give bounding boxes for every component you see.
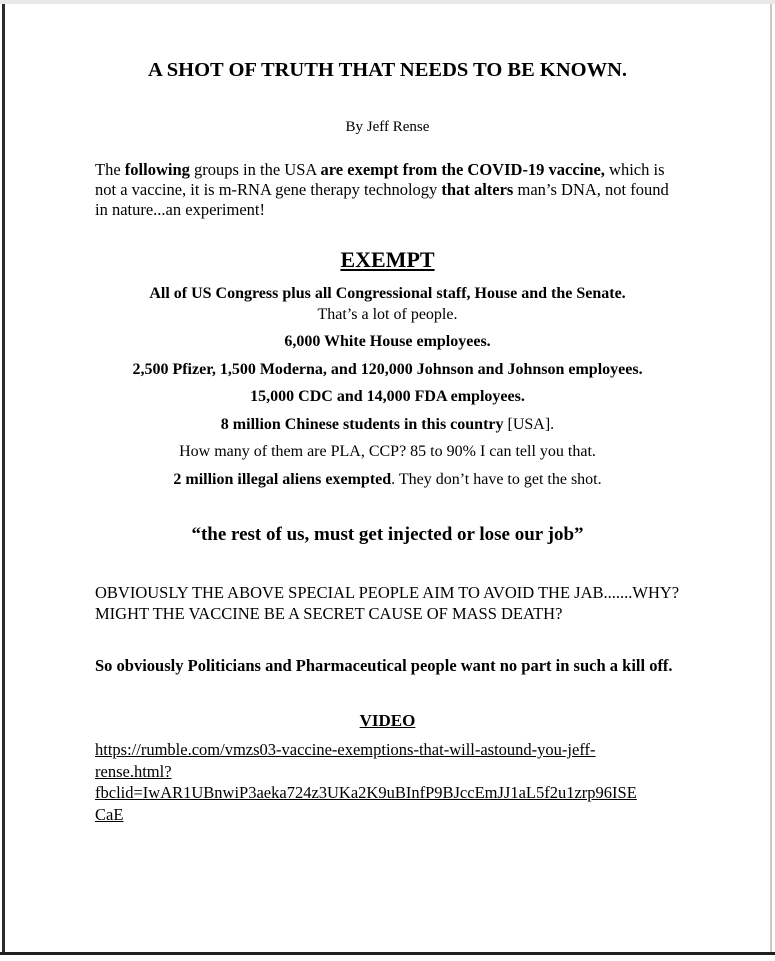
exempt-item-aliens-rest: . They don’t have to get the shot. (391, 470, 602, 488)
page-bottom-edge (0, 952, 775, 955)
exempt-item-pharma (95, 360, 680, 381)
exempt-item-students (95, 415, 680, 436)
intro-paragraph (95, 160, 680, 220)
intro-segment-bold: are exempt from the COVID-19 vaccine, (320, 160, 605, 179)
intro-segment: which is not a vaccine, it is m-RNA gene therapy technology (95, 160, 665, 199)
exempt-item-pla (95, 442, 680, 463)
byline: By Jeff Rense (345, 119, 430, 135)
intro-segment-bold: following (124, 160, 190, 179)
exempt-heading: EXEMPT (340, 247, 435, 272)
conclusion-paragraph: So obviously Politicians and Pharmaceutical people want no part in such a kill off. (95, 656, 673, 675)
exempt-item-aliens (95, 470, 680, 491)
intro-segment: man’s DNA, not found in nature...an experiment! (95, 180, 669, 219)
video-heading: VIDEO (359, 711, 416, 730)
exempt-item-aliens-bold: 2 million illegal aliens exempted (173, 470, 392, 488)
video-link-line: CaE (95, 804, 124, 824)
warning-paragraph: OBVIOUSLY THE ABOVE SPECIAL PEOPLE AIM TO AVOID THE JAB.......WHY? MIGHT THE VACCINE BE A SECRET CAUSE OF MASS DEATH? (95, 583, 688, 623)
exempt-item-congress-text: All of US Congress plus all Congressional staff, House and the Senate. (149, 285, 626, 302)
exempt-item-congress-note: That’s a lot of people. (317, 305, 458, 323)
intro-segment: The (95, 160, 125, 179)
video-link[interactable] (95, 740, 637, 824)
quote-line: “the rest of us, must get injected or lose our job” (191, 524, 584, 545)
exempt-item-students-rest: [USA]. (503, 415, 555, 433)
page-title: A SHOT OF TRUTH THAT NEEDS TO BE KNOWN. (147, 59, 628, 81)
exempt-item-pharma-text: 2,500 Pfizer, 1,500 Moderna, and 120,000 Johnson and Johnson employees. (132, 360, 643, 378)
exempt-item-congress (95, 284, 680, 325)
video-link-line: https://rumble.com/vmzs03-vaccine-exemptions-that-will-astound-you-jeff- (95, 740, 596, 759)
exempt-item-whitehouse (95, 332, 680, 353)
exempt-item-cdc-fda (95, 387, 680, 408)
video-link-line: rense.html? (95, 761, 172, 781)
intro-segment: groups in the USA (189, 160, 321, 179)
exempt-item-pla-text: How many of them are PLA, CCP? 85 to 90% I can tell you that. (179, 443, 596, 460)
exempt-item-students-bold: 8 million Chinese students in this country (220, 415, 504, 433)
exempt-item-cdc-fda-text: 15,000 CDC and 14,000 FDA employees. (250, 388, 525, 405)
video-link-line: fbclid=IwAR1UBnwiP3aeka724z3UKa2K9uBInfP9BJccEmJJ1aL5f2u1zrp96ISE (95, 783, 637, 802)
intro-segment-bold: that alters (441, 180, 514, 199)
video-link-paragraph (95, 739, 680, 825)
exempt-item-whitehouse-text: 6,000 White House employees. (284, 333, 491, 350)
